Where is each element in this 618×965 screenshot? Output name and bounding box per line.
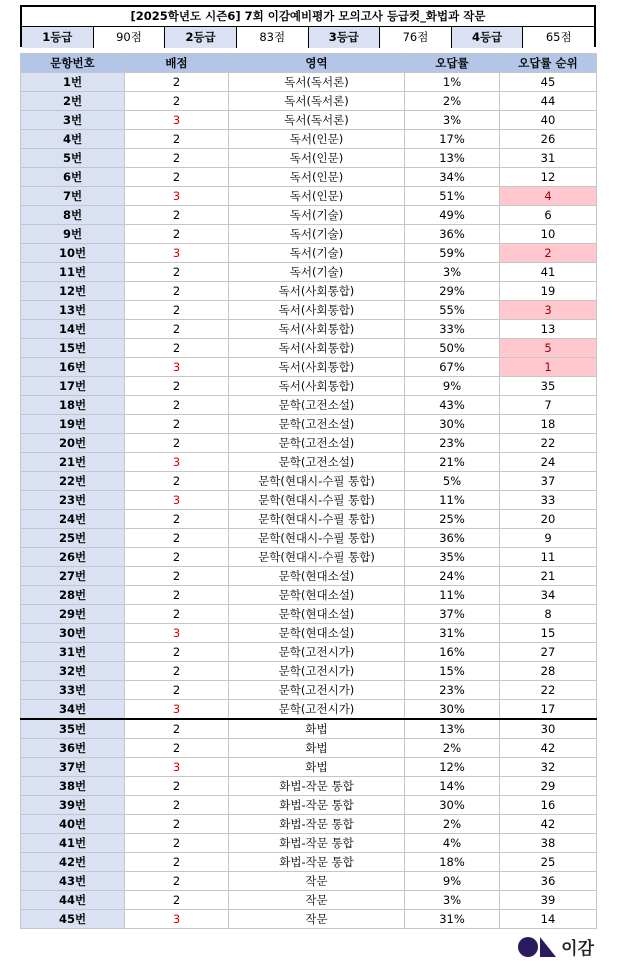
points-cell: 2 bbox=[125, 377, 229, 396]
error-rank-cell: 40 bbox=[500, 111, 597, 130]
points-cell: 3 bbox=[125, 358, 229, 377]
points-cell: 2 bbox=[125, 586, 229, 605]
error-rank-cell: 20 bbox=[500, 510, 597, 529]
error-rate-cell: 37% bbox=[405, 605, 500, 624]
area-cell: 문학(현대소설) bbox=[229, 567, 405, 586]
question-no-cell: 21번 bbox=[21, 453, 125, 472]
question-no-cell: 39번 bbox=[21, 796, 125, 815]
error-rate-cell: 5% bbox=[405, 472, 500, 491]
question-no-cell: 41번 bbox=[21, 834, 125, 853]
table-row bbox=[21, 643, 597, 662]
points-cell: 2 bbox=[125, 92, 229, 111]
points-cell: 2 bbox=[125, 206, 229, 225]
question-no-cell: 42번 bbox=[21, 853, 125, 872]
area-cell: 문학(고전시가) bbox=[229, 700, 405, 720]
table-row bbox=[21, 567, 597, 586]
error-rank-cell: 7 bbox=[500, 396, 597, 415]
logo-text: 이감 bbox=[561, 939, 594, 959]
error-rate-cell: 36% bbox=[405, 529, 500, 548]
question-no-cell: 11번 bbox=[21, 263, 125, 282]
points-cell: 2 bbox=[125, 853, 229, 872]
error-rate-cell: 2% bbox=[405, 815, 500, 834]
area-cell: 문학(고전소설) bbox=[229, 415, 405, 434]
points-cell: 2 bbox=[125, 73, 229, 92]
grade-cut-row bbox=[22, 27, 594, 48]
table-row bbox=[21, 434, 597, 453]
points-cell: 2 bbox=[125, 662, 229, 681]
error-rank-cell: 2 bbox=[500, 244, 597, 263]
area-cell: 문학(고전소설) bbox=[229, 453, 405, 472]
error-rank-cell: 28 bbox=[500, 662, 597, 681]
area-cell: 독서(독서론) bbox=[229, 92, 405, 111]
points-cell: 3 bbox=[125, 453, 229, 472]
answer-stats-table bbox=[20, 53, 597, 929]
table-row bbox=[21, 815, 597, 834]
table-row bbox=[21, 491, 597, 510]
points-cell: 2 bbox=[125, 472, 229, 491]
table-row bbox=[21, 111, 597, 130]
table-row bbox=[21, 130, 597, 149]
table-row bbox=[21, 73, 597, 92]
points-cell: 2 bbox=[125, 415, 229, 434]
question-no-cell: 17번 bbox=[21, 377, 125, 396]
question-no-cell: 19번 bbox=[21, 415, 125, 434]
table-row bbox=[21, 872, 597, 891]
area-cell: 독서(사회통합) bbox=[229, 377, 405, 396]
error-rank-cell: 6 bbox=[500, 206, 597, 225]
error-rate-cell: 17% bbox=[405, 130, 500, 149]
error-rate-cell: 15% bbox=[405, 662, 500, 681]
error-rank-cell: 37 bbox=[500, 472, 597, 491]
points-cell: 2 bbox=[125, 643, 229, 662]
error-rate-cell: 43% bbox=[405, 396, 500, 415]
area-cell: 화법 bbox=[229, 739, 405, 758]
table-row bbox=[21, 206, 597, 225]
igam-logo-mark-icon bbox=[517, 936, 557, 958]
error-rate-cell: 11% bbox=[405, 586, 500, 605]
error-rate-cell: 29% bbox=[405, 282, 500, 301]
error-rank-cell: 9 bbox=[500, 529, 597, 548]
area-cell: 독서(기술) bbox=[229, 206, 405, 225]
error-rank-cell: 34 bbox=[500, 586, 597, 605]
table-row bbox=[21, 548, 597, 567]
error-rate-cell: 2% bbox=[405, 92, 500, 111]
question-no-cell: 36번 bbox=[21, 739, 125, 758]
error-rank-cell: 42 bbox=[500, 815, 597, 834]
area-cell: 문학(현대시-수필 통합) bbox=[229, 472, 405, 491]
error-rank-cell: 5 bbox=[500, 339, 597, 358]
table-row bbox=[21, 244, 597, 263]
table-row bbox=[21, 320, 597, 339]
error-rate-cell: 9% bbox=[405, 377, 500, 396]
points-cell: 3 bbox=[125, 624, 229, 643]
area-cell: 화법-작문 통합 bbox=[229, 796, 405, 815]
error-rank-cell: 17 bbox=[500, 700, 597, 720]
error-rank-cell: 3 bbox=[500, 301, 597, 320]
question-no-cell: 13번 bbox=[21, 301, 125, 320]
error-rank-cell: 13 bbox=[500, 320, 597, 339]
error-rate-cell: 4% bbox=[405, 834, 500, 853]
header-points: 배점 bbox=[125, 54, 229, 73]
error-rate-cell: 18% bbox=[405, 853, 500, 872]
table-row bbox=[21, 681, 597, 700]
points-cell: 2 bbox=[125, 529, 229, 548]
error-rank-cell: 25 bbox=[500, 853, 597, 872]
question-no-cell: 27번 bbox=[21, 567, 125, 586]
question-no-cell: 20번 bbox=[21, 434, 125, 453]
points-cell: 2 bbox=[125, 510, 229, 529]
question-no-cell: 45번 bbox=[21, 910, 125, 929]
error-rate-cell: 59% bbox=[405, 244, 500, 263]
question-no-cell: 2번 bbox=[21, 92, 125, 111]
table-row bbox=[21, 301, 597, 320]
area-cell: 독서(사회통합) bbox=[229, 282, 405, 301]
error-rank-cell: 11 bbox=[500, 548, 597, 567]
table-row bbox=[21, 777, 597, 796]
grade-1-label: 1등급 bbox=[22, 27, 93, 48]
area-cell: 독서(사회통합) bbox=[229, 339, 405, 358]
error-rate-cell: 12% bbox=[405, 758, 500, 777]
area-cell: 독서(사회통합) bbox=[229, 358, 405, 377]
area-cell: 화법 bbox=[229, 719, 405, 739]
points-cell: 2 bbox=[125, 681, 229, 700]
error-rate-cell: 2% bbox=[405, 739, 500, 758]
question-no-cell: 9번 bbox=[21, 225, 125, 244]
question-no-cell: 26번 bbox=[21, 548, 125, 567]
question-no-cell: 7번 bbox=[21, 187, 125, 206]
error-rank-cell: 14 bbox=[500, 910, 597, 929]
table-row bbox=[21, 225, 597, 244]
table-row bbox=[21, 396, 597, 415]
grade-2-label: 2등급 bbox=[164, 27, 236, 48]
question-no-cell: 3번 bbox=[21, 111, 125, 130]
area-cell: 독서(사회통합) bbox=[229, 301, 405, 320]
area-cell: 화법-작문 통합 bbox=[229, 815, 405, 834]
question-no-cell: 1번 bbox=[21, 73, 125, 92]
grade-3-label: 3등급 bbox=[308, 27, 380, 48]
area-cell: 화법-작문 통합 bbox=[229, 777, 405, 796]
points-cell: 2 bbox=[125, 739, 229, 758]
error-rank-cell: 16 bbox=[500, 796, 597, 815]
question-no-cell: 29번 bbox=[21, 605, 125, 624]
area-cell: 독서(사회통합) bbox=[229, 320, 405, 339]
error-rate-cell: 30% bbox=[405, 796, 500, 815]
question-no-cell: 18번 bbox=[21, 396, 125, 415]
points-cell: 2 bbox=[125, 815, 229, 834]
question-no-cell: 24번 bbox=[21, 510, 125, 529]
error-rank-cell: 24 bbox=[500, 453, 597, 472]
error-rank-cell: 27 bbox=[500, 643, 597, 662]
error-rank-cell: 31 bbox=[500, 149, 597, 168]
question-no-cell: 40번 bbox=[21, 815, 125, 834]
question-no-cell: 6번 bbox=[21, 168, 125, 187]
error-rate-cell: 30% bbox=[405, 700, 500, 720]
table-row bbox=[21, 853, 597, 872]
table-row bbox=[21, 415, 597, 434]
error-rate-cell: 13% bbox=[405, 719, 500, 739]
error-rank-cell: 12 bbox=[500, 168, 597, 187]
points-cell: 3 bbox=[125, 244, 229, 263]
error-rate-cell: 51% bbox=[405, 187, 500, 206]
error-rate-cell: 24% bbox=[405, 567, 500, 586]
table-row bbox=[21, 739, 597, 758]
area-cell: 독서(인문) bbox=[229, 149, 405, 168]
table-header-row bbox=[21, 54, 597, 73]
error-rank-cell: 42 bbox=[500, 739, 597, 758]
table-row bbox=[21, 92, 597, 111]
question-no-cell: 16번 bbox=[21, 358, 125, 377]
area-cell: 화법 bbox=[229, 758, 405, 777]
points-cell: 2 bbox=[125, 225, 229, 244]
error-rate-cell: 25% bbox=[405, 510, 500, 529]
error-rate-cell: 23% bbox=[405, 434, 500, 453]
error-rank-cell: 18 bbox=[500, 415, 597, 434]
area-cell: 독서(기술) bbox=[229, 225, 405, 244]
error-rank-cell: 35 bbox=[500, 377, 597, 396]
table-row bbox=[21, 453, 597, 472]
points-cell: 2 bbox=[125, 263, 229, 282]
table-row bbox=[21, 586, 597, 605]
error-rank-cell: 26 bbox=[500, 130, 597, 149]
points-cell: 2 bbox=[125, 605, 229, 624]
points-cell: 2 bbox=[125, 567, 229, 586]
table-row bbox=[21, 719, 597, 739]
question-no-cell: 25번 bbox=[21, 529, 125, 548]
question-no-cell: 28번 bbox=[21, 586, 125, 605]
question-no-cell: 35번 bbox=[21, 719, 125, 739]
points-cell: 2 bbox=[125, 339, 229, 358]
points-cell: 3 bbox=[125, 111, 229, 130]
question-no-cell: 31번 bbox=[21, 643, 125, 662]
table-row bbox=[21, 834, 597, 853]
table-row bbox=[21, 605, 597, 624]
points-cell: 2 bbox=[125, 872, 229, 891]
error-rank-cell: 19 bbox=[500, 282, 597, 301]
table-row bbox=[21, 700, 597, 720]
area-cell: 문학(고전시가) bbox=[229, 643, 405, 662]
page-title: [2025학년도 시즌6] 7회 이감예비평가 모의고사 등급컷_화법과 작문 bbox=[22, 7, 594, 27]
area-cell: 독서(독서론) bbox=[229, 111, 405, 130]
error-rank-cell: 41 bbox=[500, 263, 597, 282]
error-rank-cell: 45 bbox=[500, 73, 597, 92]
area-cell: 문학(현대시-수필 통합) bbox=[229, 548, 405, 567]
question-no-cell: 4번 bbox=[21, 130, 125, 149]
area-cell: 작문 bbox=[229, 910, 405, 929]
grade-4-label: 4등급 bbox=[451, 27, 523, 48]
area-cell: 독서(기술) bbox=[229, 244, 405, 263]
error-rate-cell: 67% bbox=[405, 358, 500, 377]
header-error-rate: 오답률 bbox=[405, 54, 500, 73]
area-cell: 작문 bbox=[229, 891, 405, 910]
area-cell: 작문 bbox=[229, 872, 405, 891]
error-rank-cell: 36 bbox=[500, 872, 597, 891]
error-rate-cell: 3% bbox=[405, 891, 500, 910]
table-row bbox=[21, 168, 597, 187]
area-cell: 문학(현대시-수필 통합) bbox=[229, 491, 405, 510]
error-rank-cell: 44 bbox=[500, 92, 597, 111]
points-cell: 3 bbox=[125, 187, 229, 206]
table-body bbox=[21, 73, 597, 929]
table-row bbox=[21, 339, 597, 358]
question-no-cell: 43번 bbox=[21, 872, 125, 891]
table-row bbox=[21, 662, 597, 681]
error-rate-cell: 55% bbox=[405, 301, 500, 320]
area-cell: 독서(인문) bbox=[229, 187, 405, 206]
points-cell: 2 bbox=[125, 396, 229, 415]
table-row bbox=[21, 758, 597, 777]
area-cell: 화법-작문 통합 bbox=[229, 834, 405, 853]
error-rank-cell: 10 bbox=[500, 225, 597, 244]
question-no-cell: 10번 bbox=[21, 244, 125, 263]
error-rate-cell: 1% bbox=[405, 73, 500, 92]
points-cell: 2 bbox=[125, 149, 229, 168]
question-no-cell: 14번 bbox=[21, 320, 125, 339]
error-rank-cell: 29 bbox=[500, 777, 597, 796]
points-cell: 2 bbox=[125, 796, 229, 815]
error-rate-cell: 11% bbox=[405, 491, 500, 510]
table-row bbox=[21, 282, 597, 301]
table-row bbox=[21, 358, 597, 377]
error-rank-cell: 21 bbox=[500, 567, 597, 586]
question-no-cell: 23번 bbox=[21, 491, 125, 510]
points-cell: 2 bbox=[125, 130, 229, 149]
table-row bbox=[21, 149, 597, 168]
error-rank-cell: 33 bbox=[500, 491, 597, 510]
error-rank-cell: 30 bbox=[500, 719, 597, 739]
points-cell: 3 bbox=[125, 491, 229, 510]
table-row bbox=[21, 624, 597, 643]
error-rate-cell: 23% bbox=[405, 681, 500, 700]
error-rate-cell: 33% bbox=[405, 320, 500, 339]
question-no-cell: 8번 bbox=[21, 206, 125, 225]
question-no-cell: 32번 bbox=[21, 662, 125, 681]
area-cell: 문학(현대시-수필 통합) bbox=[229, 529, 405, 548]
error-rate-cell: 21% bbox=[405, 453, 500, 472]
points-cell: 2 bbox=[125, 891, 229, 910]
area-cell: 독서(독서론) bbox=[229, 73, 405, 92]
area-cell: 문학(현대소설) bbox=[229, 586, 405, 605]
area-cell: 문학(고전소설) bbox=[229, 434, 405, 453]
error-rank-cell: 15 bbox=[500, 624, 597, 643]
area-cell: 화법-작문 통합 bbox=[229, 853, 405, 872]
points-cell: 2 bbox=[125, 320, 229, 339]
table-row bbox=[21, 891, 597, 910]
error-rank-cell: 22 bbox=[500, 681, 597, 700]
error-rate-cell: 50% bbox=[405, 339, 500, 358]
question-no-cell: 15번 bbox=[21, 339, 125, 358]
error-rate-cell: 49% bbox=[405, 206, 500, 225]
table-row bbox=[21, 510, 597, 529]
header-area: 영역 bbox=[229, 54, 405, 73]
error-rank-cell: 8 bbox=[500, 605, 597, 624]
error-rank-cell: 38 bbox=[500, 834, 597, 853]
grade-2-score: 83점 bbox=[236, 27, 308, 48]
question-no-cell: 22번 bbox=[21, 472, 125, 491]
points-cell: 3 bbox=[125, 910, 229, 929]
question-no-cell: 44번 bbox=[21, 891, 125, 910]
error-rate-cell: 9% bbox=[405, 872, 500, 891]
table-row bbox=[21, 529, 597, 548]
question-no-cell: 33번 bbox=[21, 681, 125, 700]
area-cell: 문학(고전시가) bbox=[229, 662, 405, 681]
header-question-no: 문항번호 bbox=[21, 54, 125, 73]
table-row bbox=[21, 263, 597, 282]
error-rate-cell: 35% bbox=[405, 548, 500, 567]
question-no-cell: 5번 bbox=[21, 149, 125, 168]
table-row bbox=[21, 377, 597, 396]
table-row bbox=[21, 910, 597, 929]
error-rate-cell: 3% bbox=[405, 111, 500, 130]
error-rank-cell: 32 bbox=[500, 758, 597, 777]
error-rate-cell: 30% bbox=[405, 415, 500, 434]
grade-3-score: 76점 bbox=[379, 27, 451, 48]
header-error-rank: 오답률 순위 bbox=[500, 54, 597, 73]
question-no-cell: 34번 bbox=[21, 700, 125, 720]
error-rate-cell: 36% bbox=[405, 225, 500, 244]
area-cell: 문학(현대소설) bbox=[229, 624, 405, 643]
grade-4-score: 65점 bbox=[522, 27, 594, 48]
question-no-cell: 12번 bbox=[21, 282, 125, 301]
question-no-cell: 30번 bbox=[21, 624, 125, 643]
grade-cut-box bbox=[20, 5, 596, 47]
table-row bbox=[21, 796, 597, 815]
points-cell: 2 bbox=[125, 777, 229, 796]
igam-logo bbox=[517, 934, 594, 959]
table-row bbox=[21, 472, 597, 491]
points-cell: 2 bbox=[125, 168, 229, 187]
error-rate-cell: 16% bbox=[405, 643, 500, 662]
area-cell: 독서(인문) bbox=[229, 130, 405, 149]
table-row bbox=[21, 187, 597, 206]
error-rate-cell: 34% bbox=[405, 168, 500, 187]
points-cell: 2 bbox=[125, 301, 229, 320]
error-rank-cell: 1 bbox=[500, 358, 597, 377]
points-cell: 3 bbox=[125, 700, 229, 720]
error-rate-cell: 3% bbox=[405, 263, 500, 282]
points-cell: 2 bbox=[125, 834, 229, 853]
points-cell: 3 bbox=[125, 758, 229, 777]
error-rate-cell: 31% bbox=[405, 910, 500, 929]
area-cell: 문학(고전소설) bbox=[229, 396, 405, 415]
points-cell: 2 bbox=[125, 282, 229, 301]
area-cell: 문학(고전시가) bbox=[229, 681, 405, 700]
grade-1-score: 90점 bbox=[93, 27, 165, 48]
question-no-cell: 38번 bbox=[21, 777, 125, 796]
question-no-cell: 37번 bbox=[21, 758, 125, 777]
area-cell: 문학(현대소설) bbox=[229, 605, 405, 624]
error-rate-cell: 14% bbox=[405, 777, 500, 796]
area-cell: 독서(기술) bbox=[229, 263, 405, 282]
area-cell: 독서(인문) bbox=[229, 168, 405, 187]
points-cell: 2 bbox=[125, 719, 229, 739]
error-rank-cell: 4 bbox=[500, 187, 597, 206]
points-cell: 2 bbox=[125, 434, 229, 453]
points-cell: 2 bbox=[125, 548, 229, 567]
error-rate-cell: 13% bbox=[405, 149, 500, 168]
error-rate-cell: 31% bbox=[405, 624, 500, 643]
error-rank-cell: 39 bbox=[500, 891, 597, 910]
area-cell: 문학(현대시-수필 통합) bbox=[229, 510, 405, 529]
error-rank-cell: 22 bbox=[500, 434, 597, 453]
